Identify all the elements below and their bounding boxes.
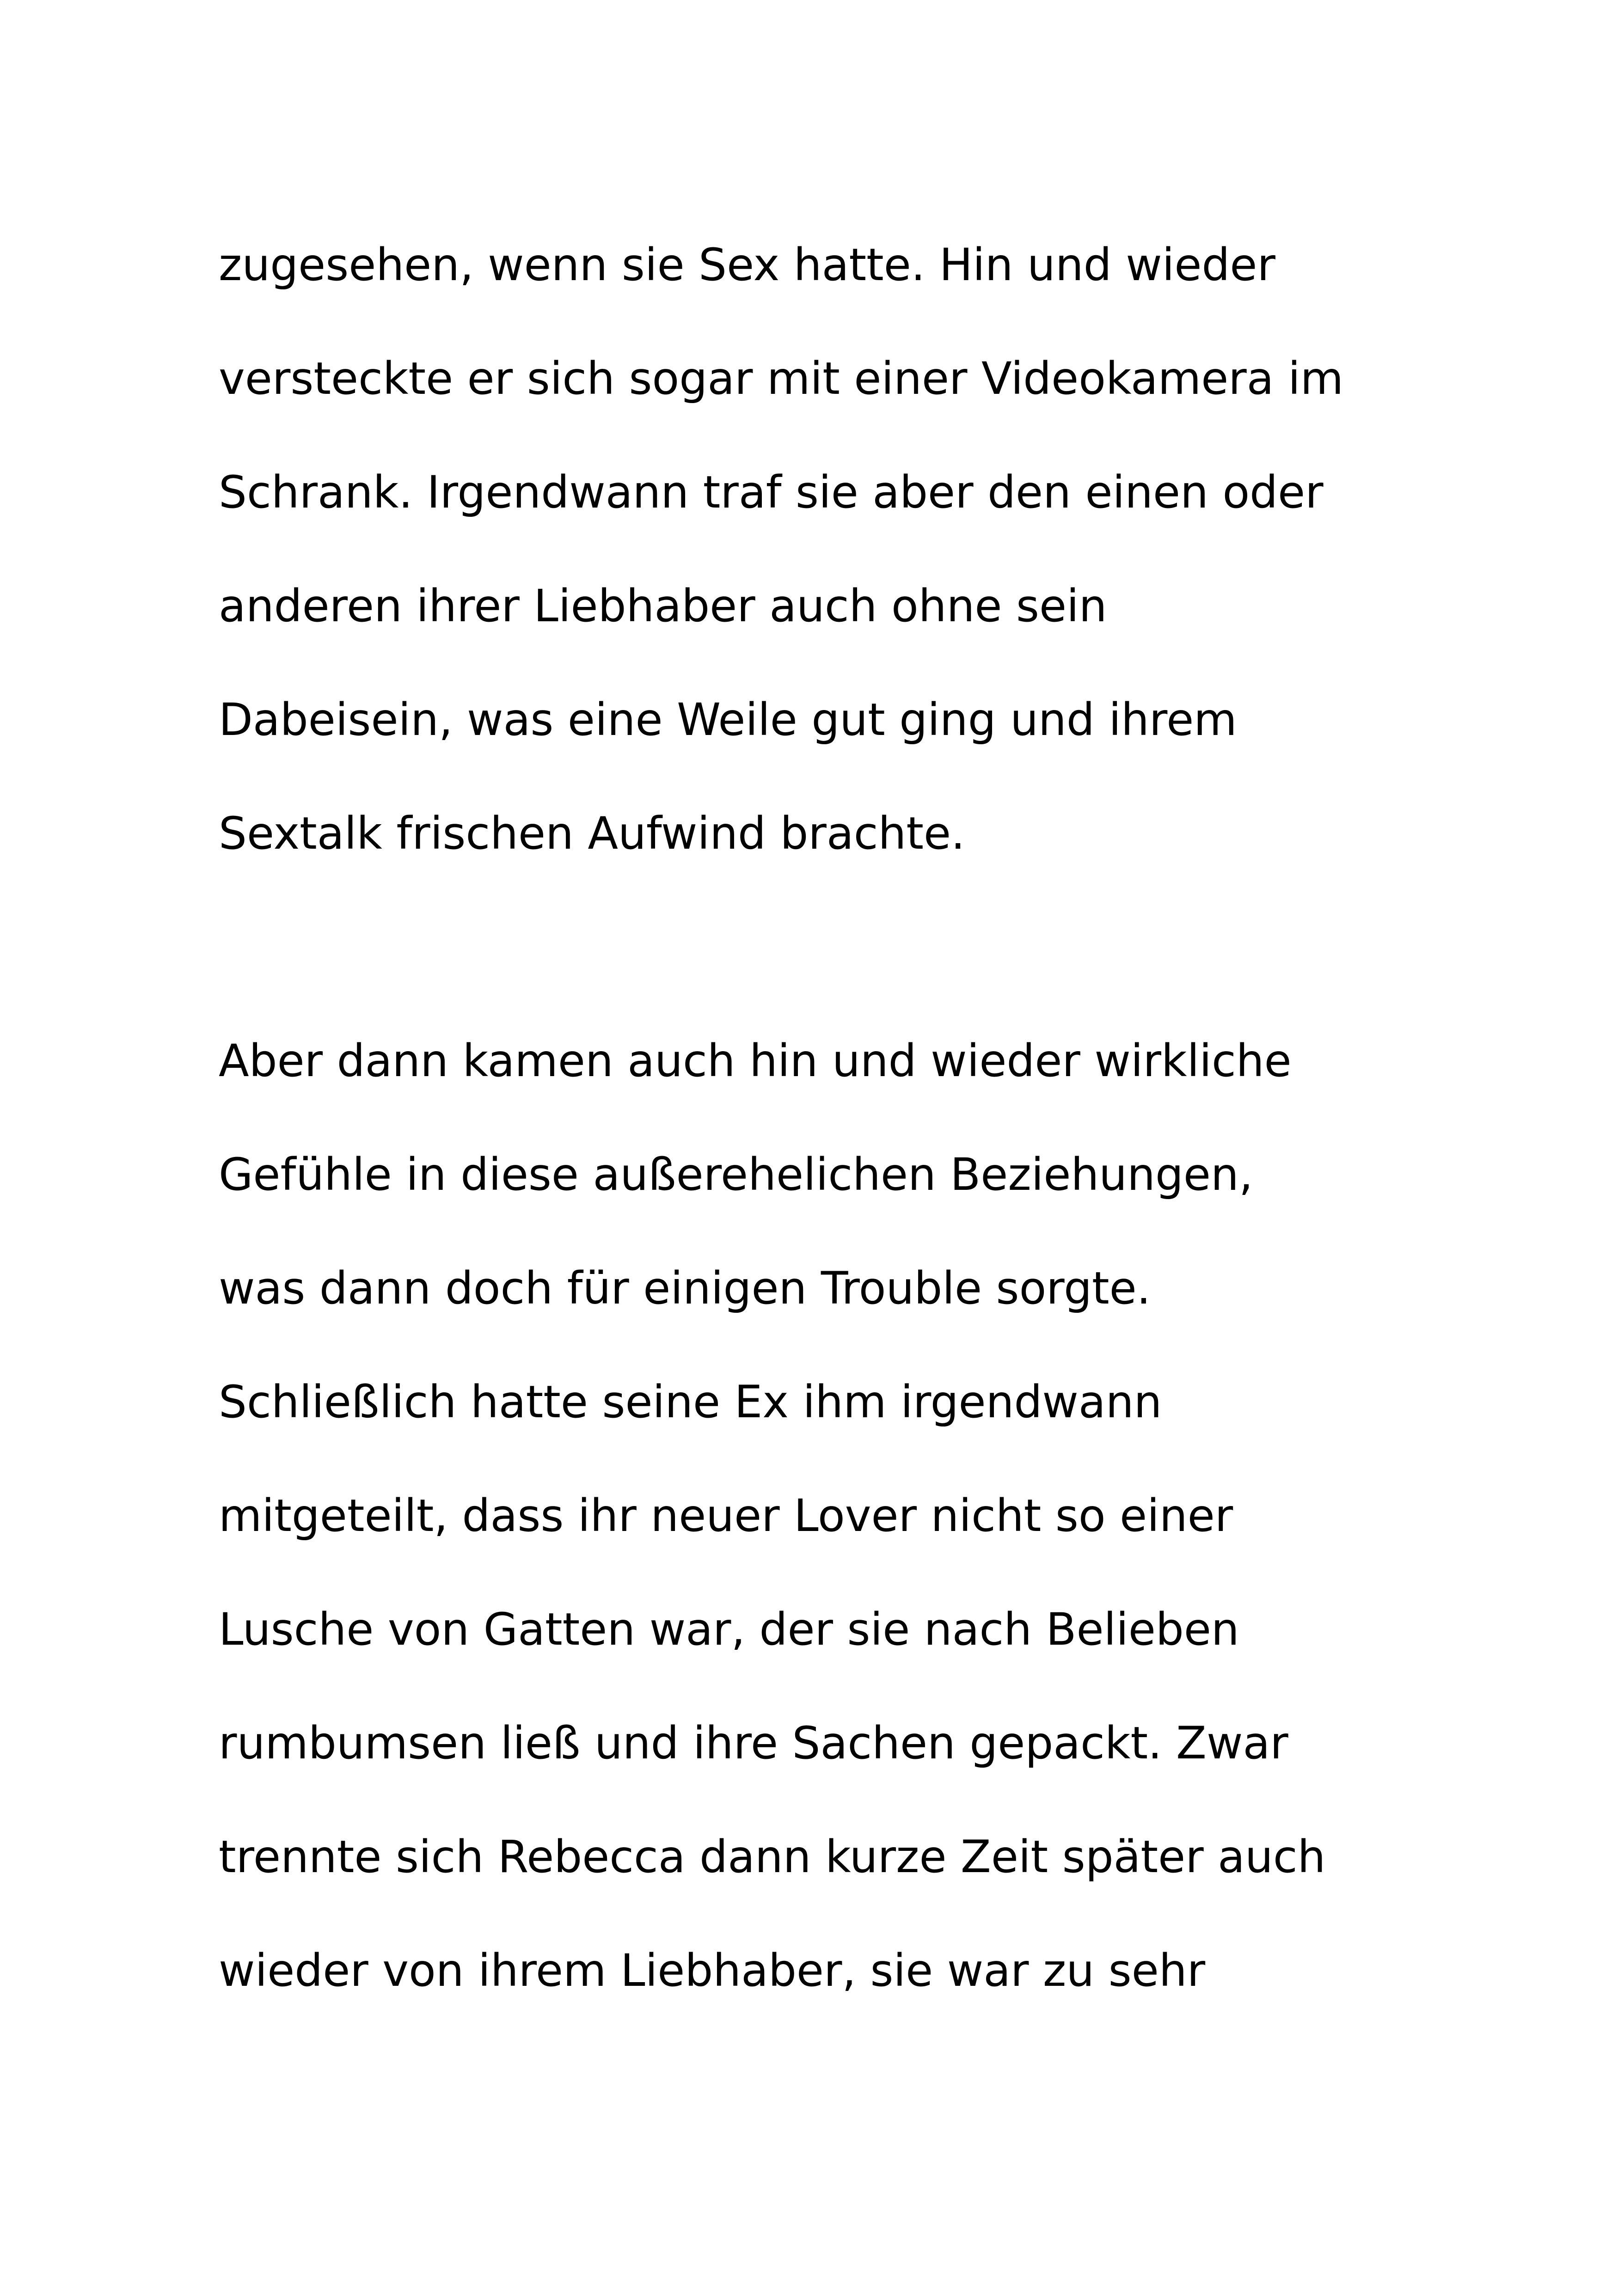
- text-line: versteckte er sich sogar mit einer Videokamera im: [219, 353, 1344, 404]
- text-line: Lusche von Gatten war, der sie nach Belieben: [219, 1604, 1239, 1655]
- text-line: Schrank. Irgendwann traf sie aber den einen oder: [219, 466, 1324, 518]
- text-line: mitgeteilt, dass ihr neuer Lover nicht so einer: [219, 1490, 1233, 1542]
- text-line: wieder von ihrem Liebhaber, sie war zu sehr: [219, 1945, 1206, 1996]
- text-line: Schließlich hatte seine Ex ihm irgendwann: [219, 1376, 1162, 1428]
- text-line: anderen ihrer Liebhaber auch ohne sein: [219, 580, 1107, 632]
- paragraph-2: [219, 1004, 1467, 2027]
- text-line: Sextalk frischen Aufwind brachte.: [219, 808, 965, 859]
- text-line: Dabeisein, was eine Weile gut ging und ihrem: [219, 694, 1237, 746]
- text-line: zugesehen, wenn sie Sex hatte. Hin und wieder: [219, 239, 1275, 291]
- paragraph-1: [219, 208, 1467, 890]
- text-line: rumbumsen ließ und ihre Sachen gepackt. Zwar: [219, 1717, 1288, 1769]
- text-line: was dann doch für einigen Trouble sorgte.: [219, 1262, 1151, 1314]
- paragraph-break: [219, 890, 1467, 1004]
- text-line: Aber dann kamen auch hin und wieder wirkliche: [219, 1035, 1292, 1087]
- text-line: Gefühle in diese außerehelichen Beziehungen,: [219, 1149, 1253, 1200]
- body-text: [219, 208, 1467, 2027]
- text-line: trennte sich Rebecca dann kurze Zeit später auch: [219, 1831, 1326, 1883]
